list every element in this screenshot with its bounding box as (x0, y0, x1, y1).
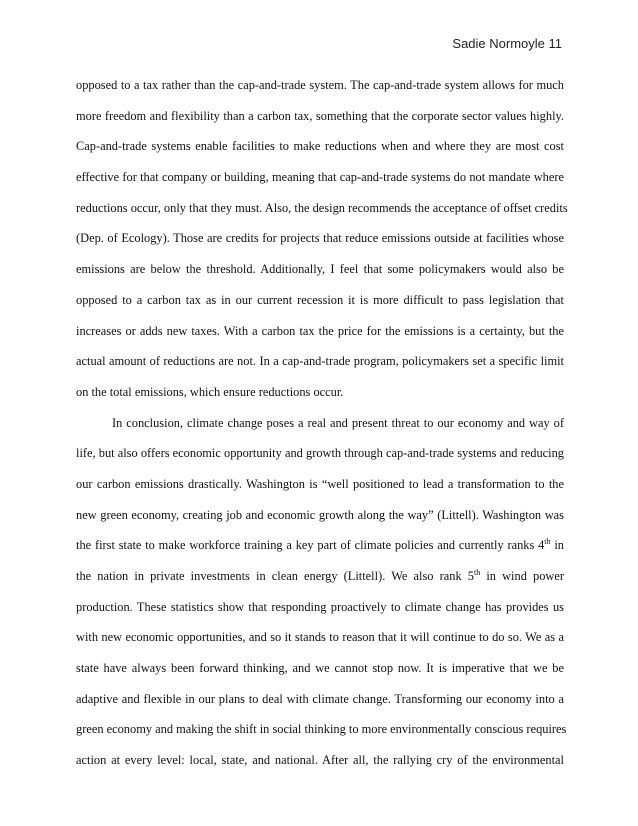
text-line: adaptive and flexible in our plans to deal with climate change. Transforming our economy into a (76, 691, 564, 706)
text-line: opposed to a tax rather than the cap-and-trade system. The cap-and-trade system allows for much (76, 78, 564, 92)
ordinal-superscript: th (544, 537, 551, 547)
text-line: on the total emissions, which ensure reductions occur. (76, 384, 344, 399)
text-line-with-superscript (76, 530, 564, 561)
line-text: the nation in private investments in clean energy (Littell). We also rank 5 (76, 569, 474, 583)
text-line: In conclusion, climate change poses a real and present threat to our economy and way of (112, 415, 564, 430)
text-line: action at every level: local, state, and national. After all, the rallying cry of the environmental (76, 753, 564, 768)
text-line: emissions are below the threshold. Additionally, I feel that some policymakers would also be (76, 262, 564, 277)
text-line: more freedom and flexibility than a carbon tax, something that the corporate sector values highly. (76, 108, 564, 123)
text-line: Cap-and-trade systems enable facilities to make reductions when and where they are most cost (76, 139, 564, 154)
running-header: Sadie Normoyle 11 (452, 36, 562, 51)
text-line-with-superscript (76, 561, 564, 592)
text-line: reductions occur, only that they must. Also, the design recommends the acceptance of offset credits (76, 200, 568, 215)
text-line: actual amount of reductions are not. In a cap-and-trade program, policymakers set a specific limit (76, 354, 564, 369)
text-line: our carbon emissions drastically. Washington is “well positioned to lead a transformation to the (76, 476, 564, 491)
text-line: production. These statistics show that responding proactively to climate change has provides us (76, 599, 564, 614)
body-text (76, 70, 568, 776)
text-line: state have always been forward thinking, and we cannot stop now. It is imperative that we be (76, 661, 564, 676)
text-line: (Dep. of Ecology). Those are credits for projects that reduce emissions outside at facilities whose (76, 231, 564, 246)
text-line: green economy and making the shift in social thinking to more environmentally conscious requires (76, 722, 567, 737)
text-line: opposed to a carbon tax as in our current recession it is more difficult to pass legislation that (76, 292, 564, 307)
ordinal-superscript: th (473, 568, 481, 577)
text-line: with new economic opportunities, and so it stands to reason that it will continue to do so. We as a (76, 630, 564, 645)
text-line: effective for that company or building, meaning that cap-and-trade systems do not mandate where (76, 170, 564, 185)
text-line: increases or adds new taxes. With a carbon tax the price for the emissions is a certainty, but the (76, 323, 564, 338)
line-text: in wind power (480, 569, 564, 583)
text-line: new green economy, creating job and economic growth along the way” (Littell). Washington was (76, 507, 564, 522)
text-line: life, but also offers economic opportunity and growth through cap-and-trade systems and reducing (76, 446, 564, 461)
line-text: in (550, 538, 564, 553)
paragraph-1 (76, 70, 568, 408)
paragraph-2 (76, 408, 567, 776)
line-text: the first state to make workforce training a key part of climate policies and currently ranks 4 (76, 538, 545, 553)
